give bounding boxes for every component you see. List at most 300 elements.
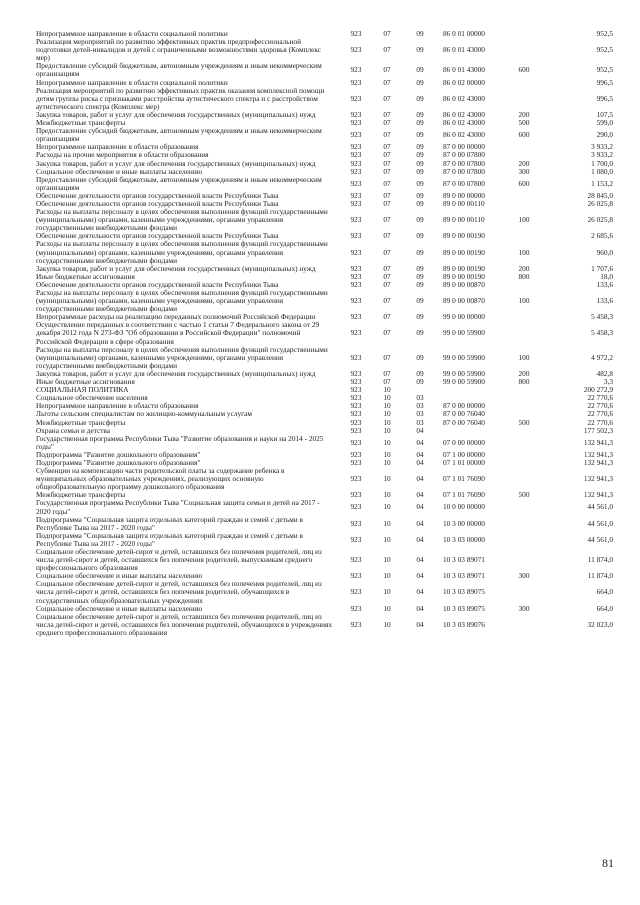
row-subsection: 03 xyxy=(416,409,424,419)
row-subsection: 09 xyxy=(416,166,424,176)
budget-table-page xyxy=(36,30,614,637)
row-amount: 177 502,3 xyxy=(583,425,613,435)
row-target-article: 99 0 00 59900 xyxy=(443,368,485,378)
row-grbs-code: 923 xyxy=(350,619,362,629)
row-subsection: 09 xyxy=(416,377,424,387)
row-grbs-code: 923 xyxy=(350,518,362,528)
row-subsection: 09 xyxy=(416,368,424,378)
row-grbs-code: 923 xyxy=(350,65,362,75)
row-subsection: 09 xyxy=(416,263,424,273)
row-expense-type: 200 xyxy=(518,109,530,119)
row-target-article: 89 0 00 00190 xyxy=(443,231,485,241)
table-row xyxy=(36,467,614,491)
row-grbs-code: 923 xyxy=(350,29,362,38)
row-subsection: 09 xyxy=(416,190,424,200)
row-expense-type xyxy=(507,321,541,345)
row-amount: 2 685,6 xyxy=(591,231,613,241)
row-grbs-code: 923 xyxy=(350,328,362,338)
row-amount: 290,0 xyxy=(596,130,613,140)
row-name: Обеспечение деятельности органов государственной власти Республики Тыва xyxy=(36,198,279,208)
table-row xyxy=(36,38,614,62)
row-target-article: 10 3 03 89075 xyxy=(443,603,485,613)
row-section: 07 xyxy=(383,231,391,241)
row-amount: 11 874,0 xyxy=(587,555,613,565)
row-amount: 1 707,6 xyxy=(591,263,613,273)
row-name: Непрограммное направление в области социальной политики xyxy=(36,77,228,87)
row-target-article: 10 3 03 89075 xyxy=(443,587,485,597)
row-subsection: 09 xyxy=(416,198,424,208)
row-amount: 4 972,2 xyxy=(591,352,613,362)
row-section: 07 xyxy=(383,198,391,208)
row-target-article: 87 0 00 76040 xyxy=(443,417,485,427)
row-target-article: 07 1 01 00000 xyxy=(443,457,485,467)
row-amount: 664,0 xyxy=(596,587,613,597)
row-name: Социальное обеспечение детей-сирот и детей, оставшихся без попечения родителей, лиц из числа детей-сирот и детей, оставшихся без попечения родителей, выпускникам среднего профессионального образования xyxy=(36,547,322,573)
row-grbs-code: 923 xyxy=(350,279,362,289)
row-expense-type: 300 xyxy=(518,603,530,613)
row-section: 07 xyxy=(383,279,391,289)
row-amount: 132 941,3 xyxy=(583,449,613,459)
row-target-article: 86 0 02 43000 xyxy=(443,130,485,140)
row-grbs-code: 923 xyxy=(350,368,362,378)
row-expense-type: 800 xyxy=(518,377,530,387)
row-subsection: 09 xyxy=(416,328,424,338)
row-subsection: 04 xyxy=(416,571,424,581)
row-target-article: 87 0 00 76040 xyxy=(443,409,485,419)
row-expense-type: 300 xyxy=(518,571,530,581)
row-section: 07 xyxy=(383,247,391,257)
row-target-article: 86 0 02 43000 xyxy=(443,93,485,103)
row-amount: 22 770,6 xyxy=(587,409,613,419)
row-subsection: 09 xyxy=(416,247,424,257)
row-grbs-code: 923 xyxy=(350,263,362,273)
table-row xyxy=(36,548,614,572)
row-section: 10 xyxy=(383,502,391,512)
row-expense-type xyxy=(507,516,541,532)
row-name: Субвенции на компенсацию части родительской платы за содержание ребенка в муниципальных образовательных учреждениях, реализующих основную общеобразовательную программу дошкольного образования xyxy=(36,466,285,492)
row-subsection: 04 xyxy=(416,437,424,447)
row-subsection: 09 xyxy=(416,279,424,289)
row-section: 07 xyxy=(383,263,391,273)
row-section: 10 xyxy=(383,417,391,427)
row-section: 10 xyxy=(383,425,391,435)
row-amount: 22 770,6 xyxy=(587,417,613,427)
row-amount: 132 941,3 xyxy=(583,457,613,467)
row-subsection: 04 xyxy=(416,502,424,512)
row-grbs-code: 923 xyxy=(350,352,362,362)
row-grbs-code: 923 xyxy=(350,417,362,427)
row-target-article: 87 0 00 07800 xyxy=(443,150,485,160)
row-amount: 960,0 xyxy=(596,247,613,257)
row-section: 10 xyxy=(383,534,391,544)
page-number: 81 xyxy=(602,856,614,870)
row-amount: 133,6 xyxy=(596,296,613,306)
row-grbs-code: 923 xyxy=(350,571,362,581)
row-amount: 26 025,8 xyxy=(587,215,613,225)
row-target-article: 99 0 00 59900 xyxy=(443,328,485,338)
row-target-article: 07 1 01 76090 xyxy=(443,474,485,484)
table-row xyxy=(36,127,614,143)
row-name: Предоставление субсидий бюджетным, автономным учреждениям и иным некоммерческим организациям xyxy=(36,61,322,79)
row-expense-type xyxy=(507,499,541,515)
row-name: Закупка товаров, работ и услуг для обеспечения государственных (муниципальных) нужд xyxy=(36,109,316,119)
row-section: 10 xyxy=(383,449,391,459)
row-amount: 3 933,2 xyxy=(591,150,613,160)
row-target-article: 86 0 02 43000 xyxy=(443,109,485,119)
row-section: 10 xyxy=(383,409,391,419)
row-name: Государственная программа Республики Тыва "Социальная защита семьи и детей на 2017 - 2020 годы" xyxy=(36,498,320,516)
row-grbs-code: 923 xyxy=(350,393,362,403)
row-grbs-code: 923 xyxy=(350,158,362,168)
row-subsection: 04 xyxy=(416,603,424,613)
row-name: Закупка товаров, работ и услуг для обеспечения государственных (муниципальных) нужд xyxy=(36,368,316,378)
table-row xyxy=(36,580,614,604)
row-grbs-code: 923 xyxy=(350,474,362,484)
row-name: Расходы на выплаты персоналу в целях обеспечения выполнения функций государственными (муниципальными) органами, казенными учреждениями, органами управления государственными внебюджетными фондами xyxy=(36,239,328,265)
row-subsection: 04 xyxy=(416,457,424,467)
row-target-article: 86 0 02 43000 xyxy=(443,118,485,128)
row-grbs-code: 923 xyxy=(350,45,362,55)
row-amount: 44 561,0 xyxy=(587,502,613,512)
row-section: 07 xyxy=(383,215,391,225)
row-name: Социальное обеспечение и иные выплаты населению xyxy=(36,603,203,613)
row-section: 07 xyxy=(383,190,391,200)
row-section: 10 xyxy=(383,437,391,447)
row-subsection: 03 xyxy=(416,401,424,411)
row-target-article: 10 3 03 89076 xyxy=(443,619,485,629)
row-expense-type xyxy=(507,79,541,87)
row-name: Предоставление субсидий бюджетным, автономным учреждениям и иным некоммерческим организациям xyxy=(36,174,322,192)
row-grbs-code: 923 xyxy=(350,377,362,387)
row-subsection: 03 xyxy=(416,393,424,403)
table-row xyxy=(36,435,614,451)
row-expense-type: 800 xyxy=(518,271,530,281)
row-expense-type xyxy=(507,613,541,637)
row-name: Охрана семьи и детства xyxy=(36,425,110,435)
table-row xyxy=(36,176,614,192)
row-target-article: 89 0 00 00870 xyxy=(443,296,485,306)
row-expense-type: 500 xyxy=(518,417,530,427)
row-name: Расходы на выплаты персоналу в целях обеспечения выполнения функций государственными (муниципальными) органами, казенными учреждениями, органами управления государственными внебюджетными фондами xyxy=(36,207,328,233)
table-row xyxy=(36,419,614,427)
row-amount: 1 153,2 xyxy=(591,178,613,188)
row-section: 10 xyxy=(383,474,391,484)
row-expense-type: 100 xyxy=(518,247,530,257)
row-target-article: 86 0 02 00000 xyxy=(443,77,485,87)
row-name: Подпрограмма "Социальная защита отдельных категорий граждан и семей с детьми в Республике Тыва на 2017 - 2020 годы" xyxy=(36,530,303,548)
row-grbs-code: 923 xyxy=(350,312,362,322)
row-target-article: 10 3 03 89071 xyxy=(443,555,485,565)
row-grbs-code: 923 xyxy=(350,296,362,306)
budget-table-body xyxy=(36,30,614,637)
row-section: 10 xyxy=(383,619,391,629)
row-amount: 28 845,0 xyxy=(587,190,613,200)
row-name: Обеспечение деятельности органов государственной власти Республики Тыва xyxy=(36,231,279,241)
table-row xyxy=(36,208,614,232)
row-subsection: 09 xyxy=(416,178,424,188)
row-amount: 44 561,0 xyxy=(587,534,613,544)
row-target-article: 89 0 00 00190 xyxy=(443,271,485,281)
row-section: 07 xyxy=(383,109,391,119)
row-section: 07 xyxy=(383,65,391,75)
row-amount: 11 874,0 xyxy=(587,571,613,581)
row-subsection: 09 xyxy=(416,231,424,241)
row-name: Социальное обеспечение детей-сирот и детей, оставшихся без попечения родителей, лиц из числа детей-сирот и детей, оставшихся без попечения родителей, обучающихся в государственных общеобразовательных учреждениях xyxy=(36,579,322,605)
row-expense-type xyxy=(507,313,541,321)
row-name: Социальное обеспечение и иные выплаты населению xyxy=(36,571,203,581)
table-row xyxy=(36,87,614,111)
row-section: 10 xyxy=(383,603,391,613)
row-target-article: 89 0 00 00110 xyxy=(443,215,485,225)
row-section: 07 xyxy=(383,352,391,362)
row-section: 07 xyxy=(383,271,391,281)
budget-table xyxy=(36,30,614,637)
row-target-article: 10 3 03 00000 xyxy=(443,534,485,544)
row-section: 07 xyxy=(383,377,391,387)
row-amount: 952,5 xyxy=(596,29,613,38)
row-name: Государственная программа Республики Тыва "Развитие образования и науки на 2014 - 2025 годы" xyxy=(36,433,324,451)
row-expense-type: 600 xyxy=(518,178,530,188)
row-subsection: 09 xyxy=(416,312,424,322)
table-row xyxy=(36,289,614,313)
row-expense-type xyxy=(507,451,541,459)
row-grbs-code: 923 xyxy=(350,142,362,152)
row-section: 07 xyxy=(383,158,391,168)
row-grbs-code: 923 xyxy=(350,587,362,597)
row-name: Социальное обеспечение и иные выплаты населению xyxy=(36,166,203,176)
row-subsection: 09 xyxy=(416,130,424,140)
row-expense-type xyxy=(507,467,541,491)
row-grbs-code: 923 xyxy=(350,231,362,241)
row-expense-type xyxy=(507,87,541,111)
row-subsection: 09 xyxy=(416,296,424,306)
table-row xyxy=(36,321,614,345)
row-subsection: 04 xyxy=(416,490,424,500)
row-expense-type xyxy=(507,232,541,240)
row-subsection: 09 xyxy=(416,158,424,168)
row-amount: 132 941,3 xyxy=(583,437,613,447)
row-subsection: 09 xyxy=(416,150,424,160)
row-amount: 5 458,3 xyxy=(591,328,613,338)
table-row xyxy=(36,499,614,515)
row-name: Непрограммное направление в области образования xyxy=(36,401,199,411)
row-section: 07 xyxy=(383,368,391,378)
row-grbs-code: 923 xyxy=(350,198,362,208)
row-expense-type xyxy=(507,192,541,200)
row-expense-type xyxy=(507,394,541,402)
row-target-article: 86 0 01 00000 xyxy=(443,29,485,38)
row-target-article: 87 0 00 00000 xyxy=(443,142,485,152)
row-name: Осуществление переданных в соответствии с частью 1 статьи 7 Федерального закона от 29 декабря 2012 года N 273-ФЗ "Об образовании в Российской Федерации" полномочий Российской Федерации в сфере образования xyxy=(36,320,320,346)
row-grbs-code: 923 xyxy=(350,93,362,103)
table-row xyxy=(36,532,614,548)
row-grbs-code: 923 xyxy=(350,178,362,188)
row-amount: 3,3 xyxy=(603,377,613,387)
row-target-article: 89 0 00 00190 xyxy=(443,263,485,273)
row-name: Обеспечение деятельности органов государственной власти Республики Тыва xyxy=(36,190,279,200)
row-section: 07 xyxy=(383,312,391,322)
row-expense-type xyxy=(507,402,541,410)
row-subsection: 04 xyxy=(416,555,424,565)
row-amount: 952,5 xyxy=(596,45,613,55)
row-target-article xyxy=(439,427,507,435)
row-subsection: 09 xyxy=(416,271,424,281)
row-target-article: 87 0 00 07800 xyxy=(443,178,485,188)
table-row xyxy=(36,346,614,370)
row-grbs-code: 923 xyxy=(350,555,362,565)
row-target-article: 07 1 01 76090 xyxy=(443,490,485,500)
row-grbs-code: 923 xyxy=(350,166,362,176)
row-target-article: 87 0 00 07800 xyxy=(443,158,485,168)
row-amount: 22 770,6 xyxy=(587,401,613,411)
row-subsection: 04 xyxy=(416,587,424,597)
row-target-article: 07 0 00 00000 xyxy=(443,437,485,447)
row-grbs-code: 923 xyxy=(350,449,362,459)
row-name: Непрограммное направление в области образования xyxy=(36,142,199,152)
row-amount: 18,0 xyxy=(600,271,613,281)
row-grbs-code: 923 xyxy=(350,109,362,119)
row-subsection: 09 xyxy=(416,93,424,103)
row-name: Непрограммное направление в области социальной политики xyxy=(36,29,228,38)
row-name: Межбюджетные трансферты xyxy=(36,417,126,427)
row-target-article: 89 0 00 00000 xyxy=(443,190,485,200)
row-subsection: 04 xyxy=(416,518,424,528)
row-target-article: 10 0 00 00000 xyxy=(443,502,485,512)
row-amount: 996,5 xyxy=(596,93,613,103)
row-target-article: 07 1 00 00000 xyxy=(443,449,485,459)
row-section: 07 xyxy=(383,150,391,160)
row-grbs-code: 923 xyxy=(350,534,362,544)
row-expense-type: 500 xyxy=(518,490,530,500)
row-subsection: 09 xyxy=(416,45,424,55)
row-amount: 132 941,3 xyxy=(583,474,613,484)
row-target-article: 89 0 00 00870 xyxy=(443,279,485,289)
row-target-article: 99 0 00 59900 xyxy=(443,352,485,362)
row-amount: 132 941,3 xyxy=(583,490,613,500)
row-grbs-code: 923 xyxy=(350,425,362,435)
row-section: 07 xyxy=(383,166,391,176)
row-grbs-code: 923 xyxy=(350,247,362,257)
row-subsection: 09 xyxy=(416,118,424,128)
row-amount: 952,5 xyxy=(596,65,613,75)
table-row xyxy=(36,240,614,264)
row-expense-type xyxy=(507,143,541,151)
row-target-article: 10 3 03 89071 xyxy=(443,571,485,581)
row-name: Льготы сельским специалистам по жилищно-коммунальным услугам xyxy=(36,409,252,419)
row-expense-type xyxy=(507,532,541,548)
row-section: 07 xyxy=(383,328,391,338)
row-expense-type xyxy=(507,427,541,435)
row-amount: 664,0 xyxy=(596,603,613,613)
row-subsection: 04 xyxy=(416,449,424,459)
row-name: СОЦИАЛЬНАЯ ПОЛИТИКА xyxy=(36,385,129,395)
row-name: Расходы на прочие мероприятия в области образования xyxy=(36,150,209,160)
row-name: Социальное обеспечение населения xyxy=(36,393,148,403)
row-subsection: 04 xyxy=(416,425,424,435)
row-amount: 22 770,6 xyxy=(587,393,613,403)
row-section: 10 xyxy=(383,587,391,597)
row-grbs-code: 923 xyxy=(350,409,362,419)
table-row xyxy=(36,62,614,78)
row-grbs-code: 923 xyxy=(350,118,362,128)
row-name: Реализация мероприятий по развитию эффективных практик оказания комплексной помощи детям группы риска с признаками расстройства аутистического спектра и с расстройством аутистического спектра (Комплекс мер) xyxy=(36,85,325,111)
row-target-article: 87 0 00 00000 xyxy=(443,401,485,411)
row-amount: 200 272,9 xyxy=(583,385,613,395)
row-grbs-code: 923 xyxy=(350,77,362,87)
row-expense-type: 200 xyxy=(518,368,530,378)
row-amount: 133,6 xyxy=(596,279,613,289)
row-amount: 1 080,0 xyxy=(591,166,613,176)
table-row xyxy=(36,613,614,637)
row-grbs-code: 923 xyxy=(350,603,362,613)
row-grbs-code: 923 xyxy=(350,457,362,467)
row-amount: 996,5 xyxy=(596,77,613,87)
table-row xyxy=(36,516,614,532)
row-grbs-code: 923 xyxy=(350,502,362,512)
row-name: Предоставление субсидий бюджетным, автономным учреждениям и иным некоммерческим организациям xyxy=(36,126,322,144)
row-expense-type: 200 xyxy=(518,263,530,273)
row-section: 10 xyxy=(383,490,391,500)
row-name: Иные бюджетные ассигнования xyxy=(36,377,135,387)
row-amount: 107,5 xyxy=(596,109,613,119)
row-expense-type: 200 xyxy=(518,158,530,168)
row-grbs-code: 923 xyxy=(350,190,362,200)
row-expense-type: 600 xyxy=(518,130,530,140)
row-grbs-code: 923 xyxy=(350,271,362,281)
row-subsection: 04 xyxy=(416,474,424,484)
row-section: 07 xyxy=(383,118,391,128)
row-amount: 32 023,0 xyxy=(587,619,613,629)
row-section: 10 xyxy=(383,385,391,395)
row-expense-type xyxy=(507,30,541,38)
row-expense-type xyxy=(507,38,541,62)
row-amount: 482,8 xyxy=(596,368,613,378)
row-target-article xyxy=(439,386,507,394)
row-name: Подпрограмма "Развитие дошкольного образования" xyxy=(36,449,201,459)
row-subsection: 09 xyxy=(416,109,424,119)
row-section: 10 xyxy=(383,571,391,581)
row-amount: 5 458,3 xyxy=(591,312,613,322)
row-target-article: 89 0 00 00110 xyxy=(443,198,485,208)
row-section: 10 xyxy=(383,393,391,403)
row-subsection: 09 xyxy=(416,77,424,87)
row-section: 07 xyxy=(383,93,391,103)
row-expense-type xyxy=(507,580,541,604)
row-section: 10 xyxy=(383,555,391,565)
row-amount: 1 700,0 xyxy=(591,158,613,168)
row-expense-type xyxy=(507,281,541,289)
row-amount: 599,0 xyxy=(596,118,613,128)
row-name: Обеспечение деятельности органов государственной власти Республики Тыва xyxy=(36,279,279,289)
row-section: 07 xyxy=(383,45,391,55)
row-target-article: 89 0 00 00190 xyxy=(443,247,485,257)
row-subsection: 04 xyxy=(416,534,424,544)
row-expense-type xyxy=(507,459,541,467)
row-expense-type: 100 xyxy=(518,296,530,306)
row-subsection: 09 xyxy=(416,65,424,75)
row-section: 07 xyxy=(383,77,391,87)
row-name: Закупка товаров, работ и услуг для обеспечения государственных (муниципальных) нужд xyxy=(36,263,316,273)
row-section: 10 xyxy=(383,401,391,411)
row-section: 07 xyxy=(383,142,391,152)
row-name: Иные бюджетные ассигнования xyxy=(36,271,135,281)
row-name: Межбюджетные трансферты xyxy=(36,118,126,128)
row-name: Социальное обеспечение детей-сирот и детей, оставшихся без попечения родителей, лиц из числа детей-сирот и детей, оставшихся без попечения родителей, обучающихся в учреждениях среднего профессионального образования xyxy=(36,611,333,637)
row-grbs-code: 923 xyxy=(350,401,362,411)
row-grbs-code: 923 xyxy=(350,215,362,225)
row-name: Расходы на выплаты персоналу в целях обеспечения выполнения функций государственными (муниципальными) органами, казенными учреждениями, органами управления государственными внебюджетными фондами xyxy=(36,344,328,370)
row-subsection: 03 xyxy=(416,417,424,427)
